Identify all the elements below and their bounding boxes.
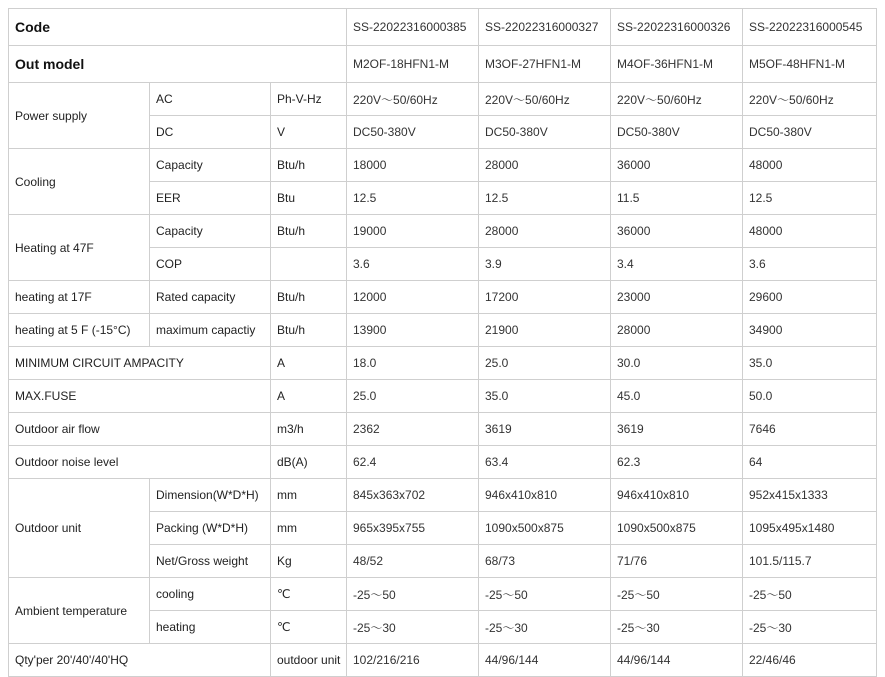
value-cell: 12.5 [479, 182, 611, 215]
value-cell: -25～50 [611, 578, 743, 611]
value-cell: 48/52 [347, 545, 479, 578]
value-cell: 3.4 [611, 248, 743, 281]
value-cell: DC50-380V [743, 116, 877, 149]
noise-row [9, 446, 877, 479]
value-cell: 36000 [611, 215, 743, 248]
value-cell: 21900 [479, 314, 611, 347]
value-cell: 62.3 [611, 446, 743, 479]
outdoor-dimension-sub: Dimension(W*D*H) [150, 479, 271, 512]
value-cell: 952x415x1333 [743, 479, 877, 512]
heating5-unit: Btu/h [271, 314, 347, 347]
value-cell: 63.4 [479, 446, 611, 479]
value-cell: 845x363x702 [347, 479, 479, 512]
heating5-row [9, 314, 877, 347]
heating5-label: heating at 5 F (-15°C) [9, 314, 150, 347]
value-cell: 7646 [743, 413, 877, 446]
cooling-capacity-row [9, 149, 877, 182]
cooling-eer-sub: EER [150, 182, 271, 215]
value-cell: 28000 [479, 149, 611, 182]
value-cell: -25～30 [347, 611, 479, 644]
value-cell: 965x395x755 [347, 512, 479, 545]
value-cell: 36000 [611, 149, 743, 182]
value-cell: 2362 [347, 413, 479, 446]
value-cell: -25～50 [743, 578, 877, 611]
heating47-capacity-row [9, 215, 877, 248]
value-cell: 28000 [611, 314, 743, 347]
value-cell: 17200 [479, 281, 611, 314]
value-cell: 3.6 [347, 248, 479, 281]
value-cell: -25～50 [479, 578, 611, 611]
spec-table [8, 8, 877, 677]
value-cell: 48000 [743, 149, 877, 182]
value-cell: 12000 [347, 281, 479, 314]
value-cell: 68/73 [479, 545, 611, 578]
code-cell: SS-22022316000327 [479, 9, 611, 46]
code-cell: SS-22022316000326 [611, 9, 743, 46]
value-cell: 64 [743, 446, 877, 479]
model-label: Out model [9, 46, 347, 83]
cooling-capacity-sub: Capacity [150, 149, 271, 182]
fuse-label: MAX.FUSE [9, 380, 271, 413]
value-cell: 23000 [611, 281, 743, 314]
value-cell: 25.0 [479, 347, 611, 380]
ambient-label: Ambient temperature [9, 578, 150, 644]
model-cell: M5OF-48HFN1-M [743, 46, 877, 83]
value-cell: 35.0 [479, 380, 611, 413]
heating47-cop-sub: COP [150, 248, 271, 281]
value-cell: 12.5 [743, 182, 877, 215]
value-cell: 18.0 [347, 347, 479, 380]
cooling-eer-unit: Btu [271, 182, 347, 215]
value-cell: 29600 [743, 281, 877, 314]
outdoor-weight-sub: Net/Gross weight [150, 545, 271, 578]
noise-label: Outdoor noise level [9, 446, 271, 479]
heating17-sub: Rated capacity [150, 281, 271, 314]
value-cell: 101.5/115.7 [743, 545, 877, 578]
value-cell: 50.0 [743, 380, 877, 413]
heating17-label: heating at 17F [9, 281, 150, 314]
value-cell: 28000 [479, 215, 611, 248]
ambient-cooling-sub: cooling [150, 578, 271, 611]
value-cell: 3.9 [479, 248, 611, 281]
value-cell: 11.5 [611, 182, 743, 215]
power-ac-row [9, 83, 877, 116]
value-cell: 44/96/144 [611, 644, 743, 677]
airflow-row [9, 413, 877, 446]
value-cell: 102/216/216 [347, 644, 479, 677]
value-cell: 1090x500x875 [479, 512, 611, 545]
value-cell: 71/76 [611, 545, 743, 578]
model-cell: M4OF-36HFN1-M [611, 46, 743, 83]
value-cell: 220V～50/60Hz [479, 83, 611, 116]
mca-label: MINIMUM CIRCUIT AMPACITY [9, 347, 271, 380]
heating47-label: Heating at 47F [9, 215, 150, 281]
value-cell: 34900 [743, 314, 877, 347]
value-cell: -25～30 [479, 611, 611, 644]
power-ac-unit: Ph-V-Hz [271, 83, 347, 116]
model-cell: M2OF-18HFN1-M [347, 46, 479, 83]
power-dc-unit: V [271, 116, 347, 149]
heating47-capacity-sub: Capacity [150, 215, 271, 248]
qty-row [9, 644, 877, 677]
value-cell: -25～50 [347, 578, 479, 611]
ambient-cooling-unit: ℃ [271, 578, 347, 611]
value-cell: 22/46/46 [743, 644, 877, 677]
value-cell: 220V～50/60Hz [347, 83, 479, 116]
heating47-capacity-unit: Btu/h [271, 215, 347, 248]
value-cell: 3619 [479, 413, 611, 446]
heating17-unit: Btu/h [271, 281, 347, 314]
value-cell: 44/96/144 [479, 644, 611, 677]
value-cell: DC50-380V [479, 116, 611, 149]
value-cell: 3.6 [743, 248, 877, 281]
fuse-unit: A [271, 380, 347, 413]
ambient-heating-sub: heating [150, 611, 271, 644]
value-cell: 18000 [347, 149, 479, 182]
model-row [9, 46, 877, 83]
power-supply-label: Power supply [9, 83, 150, 149]
value-cell: 45.0 [611, 380, 743, 413]
heating17-row [9, 281, 877, 314]
code-row [9, 9, 877, 46]
airflow-label: Outdoor air flow [9, 413, 271, 446]
value-cell: -25～30 [743, 611, 877, 644]
power-dc-sub: DC [150, 116, 271, 149]
outdoor-unit-label: Outdoor unit [9, 479, 150, 578]
value-cell: 946x410x810 [611, 479, 743, 512]
mca-row [9, 347, 877, 380]
code-cell: SS-22022316000385 [347, 9, 479, 46]
value-cell: 30.0 [611, 347, 743, 380]
heating5-sub: maximum capactiy [150, 314, 271, 347]
value-cell: DC50-380V [611, 116, 743, 149]
cooling-label: Cooling [9, 149, 150, 215]
value-cell: 13900 [347, 314, 479, 347]
fuse-row [9, 380, 877, 413]
outdoor-dimension-row [9, 479, 877, 512]
value-cell: 19000 [347, 215, 479, 248]
outdoor-dimension-unit: mm [271, 479, 347, 512]
heating47-cop-unit [271, 248, 347, 281]
ambient-heating-unit: ℃ [271, 611, 347, 644]
mca-unit: A [271, 347, 347, 380]
ambient-cooling-row [9, 578, 877, 611]
noise-unit: dB(A) [271, 446, 347, 479]
value-cell: 62.4 [347, 446, 479, 479]
airflow-unit: m3/h [271, 413, 347, 446]
value-cell: 25.0 [347, 380, 479, 413]
value-cell: 12.5 [347, 182, 479, 215]
value-cell: 220V～50/60Hz [743, 83, 877, 116]
cooling-capacity-unit: Btu/h [271, 149, 347, 182]
power-ac-sub: AC [150, 83, 271, 116]
code-label: Code [9, 9, 347, 46]
value-cell: 3619 [611, 413, 743, 446]
qty-label: Qty'per 20'/40'/40'HQ [9, 644, 271, 677]
value-cell: 220V～50/60Hz [611, 83, 743, 116]
value-cell: DC50-380V [347, 116, 479, 149]
outdoor-weight-unit: Kg [271, 545, 347, 578]
value-cell: 1090x500x875 [611, 512, 743, 545]
outdoor-packing-sub: Packing (W*D*H) [150, 512, 271, 545]
value-cell: -25～30 [611, 611, 743, 644]
outdoor-packing-unit: mm [271, 512, 347, 545]
qty-unit: outdoor unit [271, 644, 347, 677]
value-cell: 946x410x810 [479, 479, 611, 512]
value-cell: 48000 [743, 215, 877, 248]
value-cell: 35.0 [743, 347, 877, 380]
code-cell: SS-22022316000545 [743, 9, 877, 46]
value-cell: 1095x495x1480 [743, 512, 877, 545]
model-cell: M3OF-27HFN1-M [479, 46, 611, 83]
